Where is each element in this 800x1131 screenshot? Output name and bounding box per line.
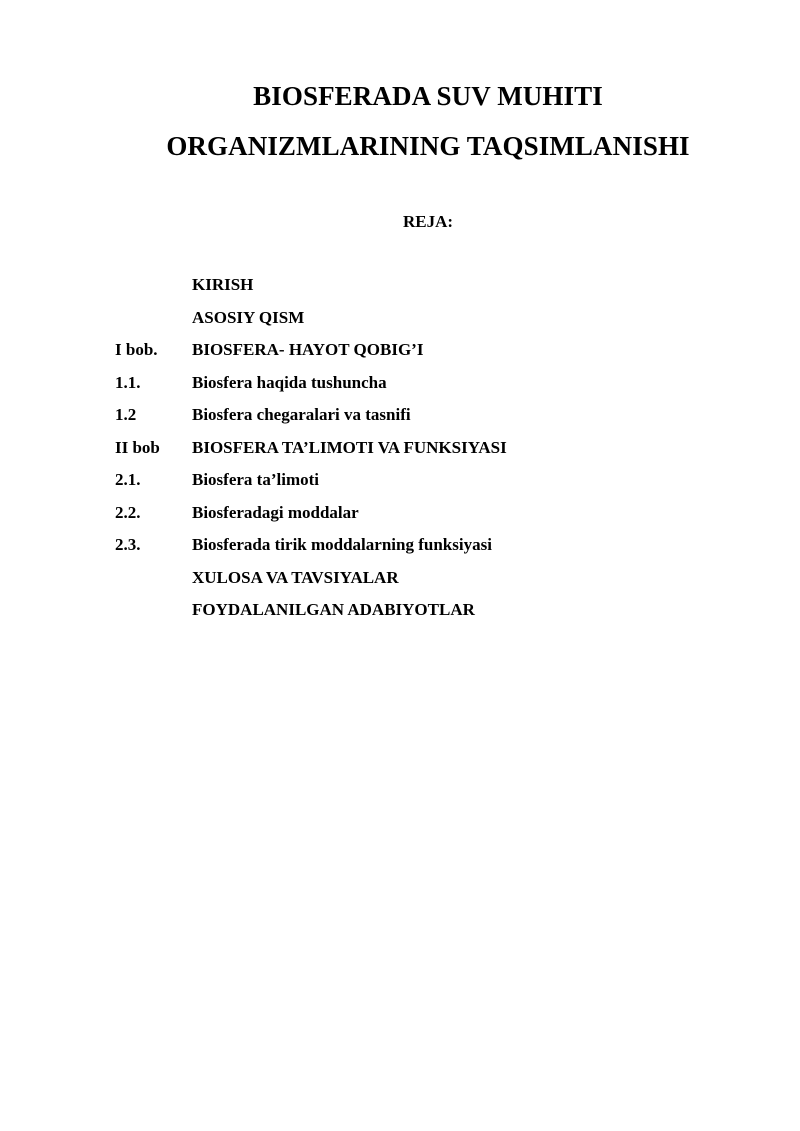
toc-entry-2-3 xyxy=(115,534,755,567)
toc-number: 1.2 xyxy=(115,405,137,424)
toc-entry-1-1 xyxy=(115,372,755,405)
toc-number: 2.1. xyxy=(115,470,141,489)
toc-title: Biosfera ta’limoti xyxy=(192,470,319,489)
table-of-contents xyxy=(115,274,755,632)
toc-title: BIOSFERA- HAYOT QOBIG’I xyxy=(192,340,424,359)
toc-entry-chapter-1 xyxy=(115,339,755,372)
toc-entry-asosiy-qism xyxy=(115,307,755,340)
toc-title: FOYDALANILGAN ADABIYOTLAR xyxy=(192,600,475,619)
document-title-line-1: BIOSFERADA SUV MUHITI xyxy=(253,81,603,111)
toc-entry-kirish xyxy=(115,274,755,307)
toc-number: 2.2. xyxy=(115,502,141,522)
toc-entry-2-2 xyxy=(115,502,755,535)
toc-number: 1.1. xyxy=(115,372,141,392)
toc-title: KIRISH xyxy=(192,275,254,294)
toc-number: II bob xyxy=(115,437,160,457)
toc-entry-1-2 xyxy=(115,404,755,437)
document-title-line-2: ORGANIZMLARINING TAQSIMLANISHI xyxy=(166,131,690,161)
toc-title: Biosfera haqida tushuncha xyxy=(192,372,387,392)
toc-number: I bob. xyxy=(115,340,158,359)
toc-entry-2-1 xyxy=(115,469,755,502)
toc-entry-adabiyotlar xyxy=(115,599,755,632)
toc-title: BIOSFERA TA’LIMOTI VA FUNKSIYASI xyxy=(192,437,507,457)
toc-entry-chapter-2 xyxy=(115,437,755,470)
toc-title: XULOSA VA TAVSIYALAR xyxy=(192,567,399,587)
toc-title: Biosfera chegaralari va tasnifi xyxy=(192,405,411,424)
plan-heading: REJA: xyxy=(402,212,454,231)
toc-title: ASOSIY QISM xyxy=(192,307,305,327)
toc-title: Biosferadagi moddalar xyxy=(192,502,359,522)
toc-number: 2.3. xyxy=(115,535,141,554)
toc-title: Biosferada tirik moddalarning funksiyasi xyxy=(192,535,492,554)
toc-entry-xulosa xyxy=(115,567,755,600)
